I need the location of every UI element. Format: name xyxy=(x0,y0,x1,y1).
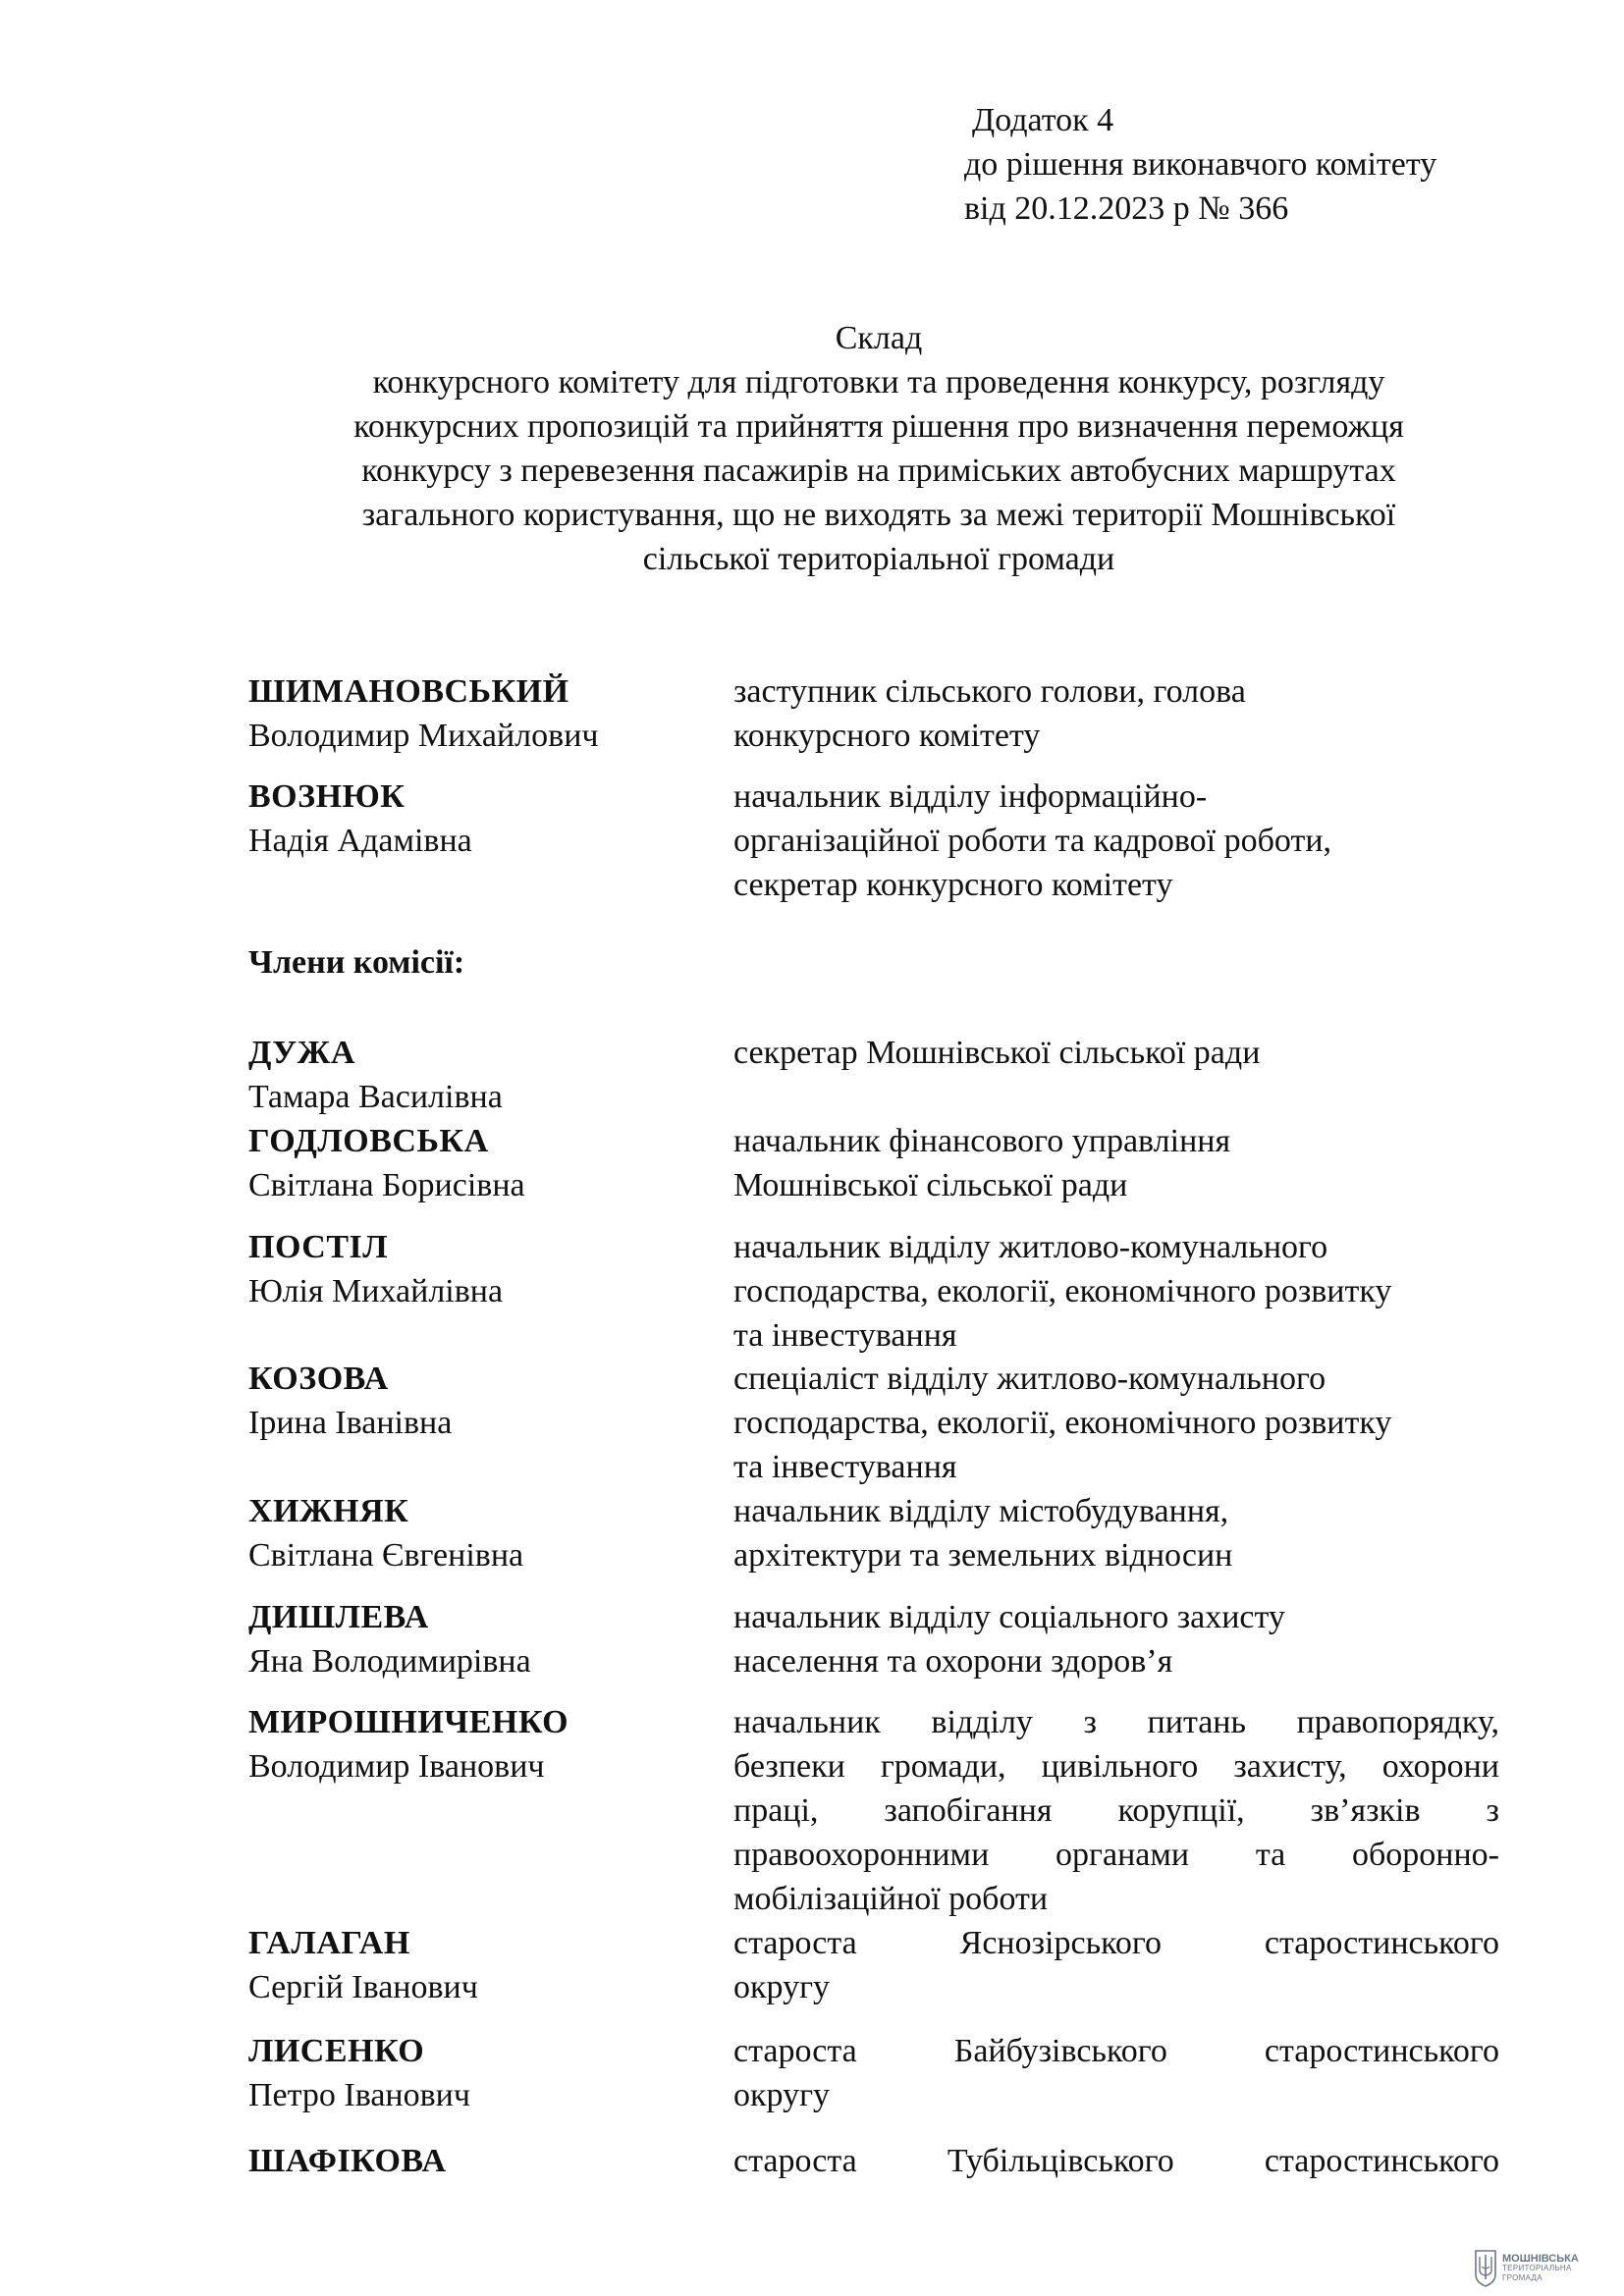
role-line: праці, запобігання корупції, зв’язків з xyxy=(733,1792,1499,1829)
member-name xyxy=(248,774,720,863)
member-surname: ГОДЛОВСЬКА xyxy=(248,1123,489,1159)
member-role xyxy=(733,1921,1499,2009)
annex-number: Додаток 4 xyxy=(972,102,1114,138)
member-name xyxy=(248,1595,720,1683)
member-given-name: Петро Іванович xyxy=(248,2077,470,2113)
member-given-name: Тамара Василівна xyxy=(248,1079,503,1115)
annex-header xyxy=(964,98,1436,231)
title-line: загального користування, що не виходять за межі території Мошнівської xyxy=(361,497,1396,533)
role-line: населення та охорони здоров’я xyxy=(733,1643,1173,1680)
member-name xyxy=(248,1700,720,1789)
member-name xyxy=(248,2139,720,2183)
role-line: староста Яснозірського старостинського xyxy=(733,1925,1499,1961)
logo-line: МОШНІВСЬКА xyxy=(1502,2253,1579,2265)
member-given-name: Сергій Іванович xyxy=(248,1969,478,2005)
role-line: архітектури та земельних відносин xyxy=(733,1537,1233,1574)
role-line: господарства, екології, економічного розвитку xyxy=(733,1405,1392,1441)
role-line: заступник сільського голови, голова xyxy=(733,673,1246,710)
role-line: безпеки громади, цивільного захисту, охорони xyxy=(733,1748,1499,1785)
logo-text xyxy=(1502,2254,1579,2283)
member-surname: ДИШЛЕВА xyxy=(248,1599,429,1635)
role-line: Мошнівської сільської ради xyxy=(733,1167,1128,1203)
role-line: та інвестування xyxy=(733,1317,957,1354)
role-line: організаційної роботи та кадрової роботи, xyxy=(733,823,1332,859)
member-role xyxy=(733,1357,1499,1489)
role-line: спеціаліст відділу житлово-комунального xyxy=(733,1361,1326,1397)
role-line: та інвестування xyxy=(733,1449,957,1485)
annex-decision: до рішення виконавчого комітету xyxy=(964,146,1437,183)
member-role xyxy=(733,1119,1499,1207)
member-surname: ГАЛАГАН xyxy=(248,1925,410,1961)
document-title xyxy=(226,316,1532,581)
role-line: начальник відділу з питань правопорядку, xyxy=(733,1704,1499,1740)
member-name xyxy=(248,1031,720,1119)
title-line: конкурсу з перевезення пасажирів на приміських автобусних маршрутах xyxy=(361,453,1396,489)
title-line: сільської територіальної громади xyxy=(642,541,1115,577)
role-line: правоохоронними органами та оборонно- xyxy=(733,1837,1499,1873)
member-role xyxy=(733,1031,1499,1075)
member-role xyxy=(733,1700,1499,1921)
logo-line: ТЕРИТОРІАЛЬНА xyxy=(1502,2264,1572,2272)
member-surname: ХИЖНЯК xyxy=(248,1493,409,1529)
role-line: мобілізаційної роботи xyxy=(733,1881,1049,1917)
member-surname: ШАФІКОВА xyxy=(248,2143,447,2179)
trident-emblem-icon xyxy=(1473,2249,1498,2288)
member-surname: МИРОШНИЧЕНКО xyxy=(248,1704,569,1740)
role-line: староста Байбузівського старостинського xyxy=(733,2033,1499,2069)
member-given-name: Володимир Михайлович xyxy=(248,718,599,754)
role-line: секретар Мошнівської сільської ради xyxy=(733,1035,1261,1071)
member-surname: КОЗОВА xyxy=(248,1361,389,1397)
role-line: начальник відділу містобудування, xyxy=(733,1493,1229,1529)
title-line: конкурсних пропозицій та прийняття рішення про визначення переможця xyxy=(353,408,1404,445)
role-line: староста Тубільцівського старостинського xyxy=(733,2143,1499,2179)
member-role xyxy=(733,2139,1499,2183)
member-name xyxy=(248,2029,720,2117)
member-given-name: Яна Володимирівна xyxy=(248,1643,531,1680)
community-logo xyxy=(1473,2241,1624,2296)
role-line: округу xyxy=(733,2077,831,2113)
role-line: начальник фінансового управління xyxy=(733,1123,1231,1159)
member-given-name: Володимир Іванович xyxy=(248,1748,545,1785)
member-role xyxy=(733,1225,1499,1358)
role-line: начальник відділу житлово-комунального xyxy=(733,1229,1328,1265)
member-surname: ВОЗНЮК xyxy=(248,778,406,815)
member-name xyxy=(248,669,720,758)
member-surname: ШИМАНОВСЬКИЙ xyxy=(248,673,569,710)
member-given-name: Світлана Євгенівна xyxy=(248,1537,524,1574)
logo-line: ГРОМАДА xyxy=(1502,2273,1543,2282)
member-name xyxy=(248,1225,720,1313)
member-role xyxy=(733,669,1499,758)
member-given-name: Юлія Михайлівна xyxy=(248,1273,504,1309)
role-line: начальник відділу інформаційно- xyxy=(733,778,1208,815)
member-given-name: Надія Адамівна xyxy=(248,823,472,859)
member-name xyxy=(248,1357,720,1445)
member-role xyxy=(733,774,1499,907)
member-surname: ПОСТІЛ xyxy=(248,1229,389,1265)
role-line: округу xyxy=(733,1969,831,2005)
member-given-name: Світлана Борисівна xyxy=(248,1167,525,1203)
role-line: секретар конкурсного комітету xyxy=(733,867,1173,903)
member-name xyxy=(248,1489,720,1577)
member-name xyxy=(248,1921,720,2009)
annex-date: від 20.12.2023 р № 366 xyxy=(964,190,1289,227)
title-heading: Склад xyxy=(835,320,923,356)
member-role xyxy=(733,1595,1499,1683)
member-role xyxy=(733,2029,1499,2117)
member-surname: ЛИСЕНКО xyxy=(248,2033,425,2069)
member-name xyxy=(248,1119,720,1207)
role-line: начальник відділу соціального захисту xyxy=(733,1599,1285,1635)
members-label: Члени комісії: xyxy=(248,944,465,981)
title-line: конкурсного комітету для підготовки та проведення конкурсу, розгляду xyxy=(372,364,1385,400)
member-surname: ДУЖА xyxy=(248,1035,355,1071)
member-given-name: Ірина Іванівна xyxy=(248,1405,453,1441)
role-line: господарства, екології, економічного розвитку xyxy=(733,1273,1392,1309)
role-line: конкурсного комітету xyxy=(733,718,1041,754)
member-role xyxy=(733,1489,1499,1577)
